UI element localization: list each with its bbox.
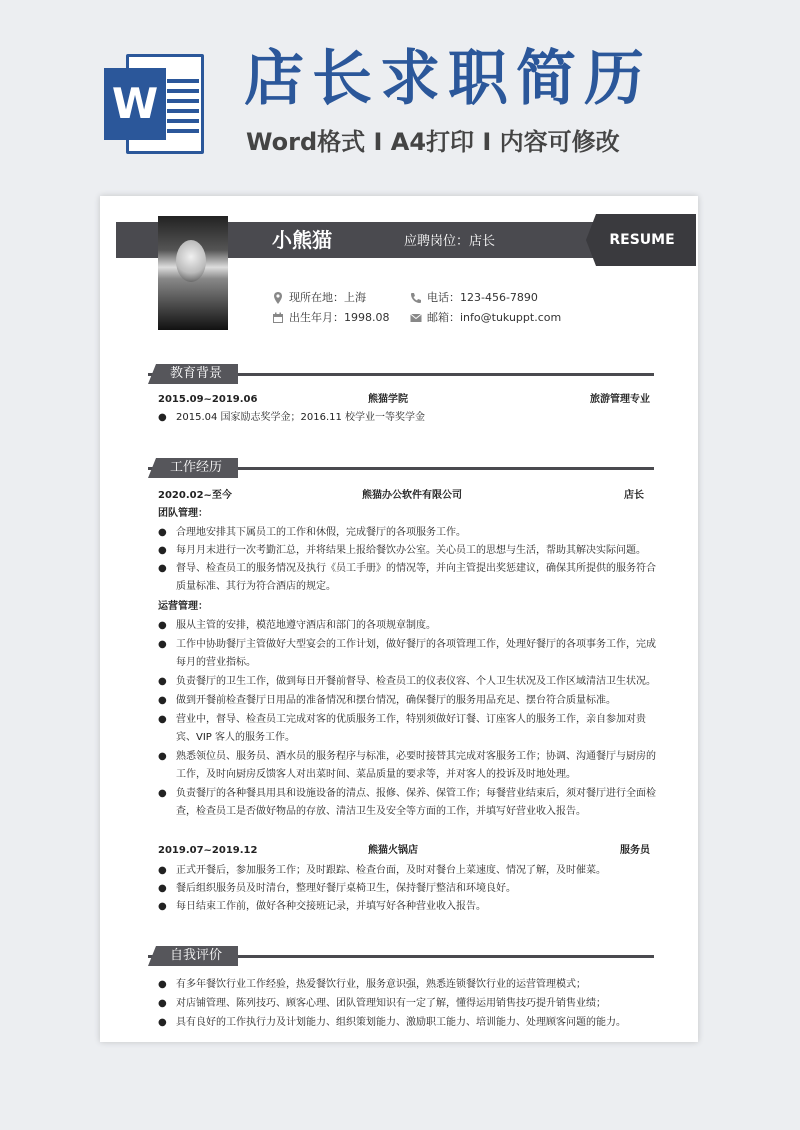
list-item: ● 具有良好的工作执行力及计划能力、组织策划能力、激励职工能力、培训能力、处理顾客问题的能力。 xyxy=(158,1017,626,1028)
list-item: ● 督导、检查员工的服务情况及执行《员工手册》的情况等，并向主管提出奖惩建议，确保其所提供的服务符合质量标准、其行为符合酒店的规定。 xyxy=(158,563,656,592)
job2-company: 熊猫火锅店 xyxy=(368,845,418,856)
job1-subheading-team: 团队管理： xyxy=(158,508,208,519)
contact-birth xyxy=(272,310,390,326)
edu-major: 旅游管理专业 xyxy=(590,394,650,405)
list-item: ● 正式开餐后，参加服务工作；及时跟踪、检查台面，及时对餐台上菜速度、情况了解，及时催菜。 xyxy=(158,865,606,876)
list-item: ● 每月月末进行一次考勤汇总，并将结果上报给餐饮办公室。关心员工的思想与生活，帮助其解决实际问题。 xyxy=(158,545,646,556)
candidate-name: 小熊猫 xyxy=(272,228,332,252)
phone-icon xyxy=(410,292,422,304)
section-education xyxy=(148,364,654,386)
list-item: ● 每日结束工作前，做好各种交接班记录，并填写好各种营业收入报告。 xyxy=(158,901,486,912)
applied-position: 应聘岗位：店长 xyxy=(404,234,496,249)
list-item: ● 对店铺管理、陈列技巧、顾客心理、团队管理知识有一定了解，懂得运用销售技巧提升销售业绩； xyxy=(158,998,606,1009)
section-work xyxy=(148,458,654,480)
word-logo-letter: W xyxy=(104,68,166,140)
contact-email xyxy=(410,310,561,326)
contact-location xyxy=(272,290,366,306)
list-item: ● 工作中协助餐厅主管做好大型宴会的工作计划，做好餐厅的各项管理工作，处理好餐厅的各项事务工作，完成每月的营业指标。 xyxy=(158,639,656,668)
list-item: ● 餐后组织服务员及时清台，整理好餐厅桌椅卫生，保持餐厅整洁和环境良好。 xyxy=(158,883,516,894)
job1-role: 店长 xyxy=(624,490,644,501)
section-title: 工作经历 xyxy=(170,460,223,475)
section-title: 自我评价 xyxy=(170,948,223,963)
list-item: ● 熟悉领位员、服务员、酒水员的服务程序与标准，必要时接替其完成对客服务工作；协调、沟通餐厅与厨房的工作，及时向厨房反馈客人对出菜时间、菜品质量的要求等，并对客人的投诉及时地处理。 xyxy=(158,751,656,780)
banner-title: 店长求职简历 xyxy=(244,44,652,114)
job1-period: 2020.02~至今 xyxy=(158,490,232,501)
job2-period: 2019.07~2019.12 xyxy=(158,845,258,856)
list-item: ● 服从主管的安排，模范地遵守酒店和部门的各项规章制度。 xyxy=(158,620,436,631)
contact-phone xyxy=(410,290,538,306)
list-item: ● 有多年餐饮行业工作经验，热爱餐饮行业，服务意识强，熟悉连锁餐饮行业的运营管理模式； xyxy=(158,979,586,990)
profile-photo xyxy=(158,216,228,330)
list-item: ● 负责餐厅的卫生工作，做到每日开餐前督导、检查员工的仪表仪容、个人卫生状况及工作区域清洁卫生状况。 xyxy=(158,676,656,687)
list-item: ● 负责餐厅的各种餐具用具和设施设备的清点、报修、保养、保管工作；每餐营业结束后，须对餐厅进行全面检查，检查员工是否做好物品的存放、清洁卫生及安全等方面的工作，并填写好营业收入报告。 xyxy=(158,788,656,817)
banner-subtitle: Word格式 I A4打印 I 内容可修改 xyxy=(246,128,620,156)
job1-subheading-ops: 运营管理： xyxy=(158,601,208,612)
email-text: 邮箱：info@tukuppt.com xyxy=(427,311,562,324)
resume-label: RESUME xyxy=(609,232,675,248)
resume-page xyxy=(100,196,698,1042)
birth-text: 出生年月：1998.08 xyxy=(289,311,390,324)
job2-role: 服务员 xyxy=(620,845,650,856)
section-self-evaluation xyxy=(148,946,654,968)
edu-school: 熊猫学院 xyxy=(368,394,408,405)
list-item: ● 2015.04 国家励志奖学金；2016.11 校学业一等奖学金 xyxy=(158,412,426,423)
list-item: ● 做到开餐前检查餐厅日用品的准备情况和摆台情况，确保餐厅的服务用品充足、摆台符合质量标准。 xyxy=(158,695,616,706)
calendar-icon xyxy=(272,312,284,324)
banner xyxy=(0,0,800,190)
location-pin-icon xyxy=(272,292,284,304)
list-item: ● 营业中，督导、检查员工完成对客的优质服务工作，特别须做好订餐、订座客人的服务工作，亲自参加对贵宾、VIP 客人的服务工作。 xyxy=(158,714,646,743)
job1-company: 熊猫办公软件有限公司 xyxy=(362,490,462,501)
mail-icon xyxy=(410,312,422,324)
phone-text: 电话：123-456-7890 xyxy=(427,291,538,304)
location-text: 现所在地：上海 xyxy=(289,291,366,304)
word-icon xyxy=(104,48,208,158)
list-item: ● 合理地安排其下属员工的工作和休假，完成餐厅的各项服务工作。 xyxy=(158,527,466,538)
section-title: 教育背景 xyxy=(170,366,223,381)
edu-period: 2015.09~2019.06 xyxy=(158,394,258,405)
